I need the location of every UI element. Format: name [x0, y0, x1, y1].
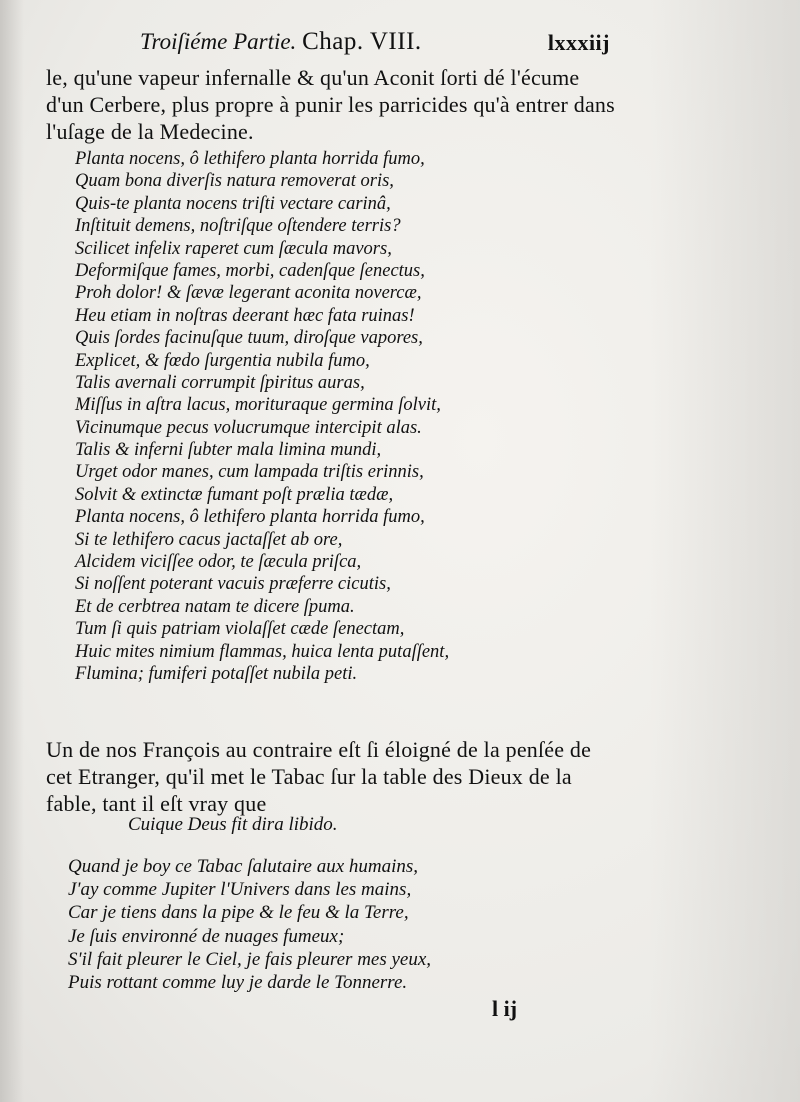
prose-text: le, qu'une vapeur infernalle & qu'un Aconit ſorti dé l'écume d'un Cerbere, plus propre à punir les parricides qu'à entrer dans l'uſage de la Medecine. — [46, 65, 615, 144]
signature-mark: l ij — [492, 996, 518, 1021]
poem-line: Et de cerbtrea natam te dicere ſpuma. — [75, 596, 355, 617]
page-number: lxxxiij — [547, 30, 610, 55]
poem-line: Puis rottant comme luy je darde le Tonnerre. — [68, 971, 408, 993]
french-poem — [68, 855, 588, 994]
poem-line: Solvit & extinctæ fumant poſt prælia tædæ, — [75, 484, 394, 505]
poem-line: Heu etiam in noſtras deerant hæc fata ruinas! — [75, 305, 415, 326]
poem-line: Tum ſi quis patriam violaſſet cæde ſenectam, — [75, 619, 405, 640]
poem-line: Alcidem viciſſee odor, te ſæcula priſca, — [75, 552, 362, 573]
poem-line: Car je tiens dans la pipe & le feu & la Terre, — [68, 902, 409, 924]
poem-line: Inſtituit demens, noſtriſque oſtendere terris? — [75, 216, 401, 237]
poem-line: Planta nocens, ô lethifero planta horrida fumo, — [75, 149, 425, 169]
poem-line: Vicinumque pecus volucrumque intercipit alas. — [75, 417, 422, 438]
poem-line: Quand je boy ce Tabac ſalutaire aux humains, — [68, 856, 419, 877]
poem-line: Quam bona diverſis natura removerat oris, — [75, 171, 394, 192]
binding-shadow — [0, 0, 24, 1102]
poem-line: Quis-te planta nocens triſti vectare carinâ, — [75, 193, 391, 214]
poem-line: Quis ſordes facinuſque tuum, diroſque vapores, — [75, 328, 423, 349]
poem-line: Urget odor manes, cum lampada triſtis erinnis, — [75, 462, 424, 483]
page-edge-shadow — [650, 0, 800, 1102]
poem-line: Talis & inferni ſubter mala limina mundi, — [75, 440, 382, 461]
poem-line: Flumina; fumiferi potaſſet nubila peti. — [75, 663, 358, 684]
poem-line: J'ay comme Jupiter l'Univers dans les mains, — [68, 879, 412, 901]
poem-line: Proh dolor! & ſævæ legerant aconita novercæ, — [75, 283, 422, 304]
poem-line: Huic mites nimium flammas, huica lenta putaſſent, — [75, 641, 450, 662]
prose-paragraph-2 — [46, 736, 616, 817]
poem-line: S'il fait pleurer le Ciel, je fais pleurer mes yeux, — [68, 948, 432, 970]
poem-line: Si te lethifero cacus jactaſſet ab ore, — [75, 529, 343, 550]
poem-line: Talis avernali corrumpit ſpiritus auras, — [75, 372, 365, 393]
poem-line: Je ſuis environné de nuages fumeux; — [68, 925, 345, 947]
poem-line: Si noſſent poterant vacuis præferre cicutis, — [75, 574, 391, 595]
poem-line: Explicet, & fœdo ſurgentia nubila fumo, — [75, 350, 370, 371]
page-header — [140, 28, 610, 68]
prose-text: Un de nos François au contraire eſt ſi éloigné de la penſée de cet Etranger, qu'il met le Tabac ſur la table des Dieux de la fable, tant il eſt vray que — [46, 737, 592, 816]
prose-paragraph-1 — [46, 64, 616, 145]
poem-line: Deformiſque fames, morbi, cadenſque ſenectus, — [75, 260, 425, 281]
poem-line: Scilicet infelix raperet cum ſæcula mavors, — [75, 238, 392, 259]
latin-maxim: Cuique Deus fit dira libido. — [128, 814, 338, 835]
running-title-part: Troiſiéme Partie. — [140, 29, 297, 54]
poem-line: Planta nocens, ô lethifero planta horrida fumo, — [75, 507, 425, 528]
poem-line: Miſſus in aſtra lacus, morituraque germina ſolvit, — [75, 395, 441, 416]
chapter-heading: Chap. VIII. — [302, 28, 422, 55]
running-title — [140, 28, 422, 56]
latin-poem — [75, 148, 595, 685]
